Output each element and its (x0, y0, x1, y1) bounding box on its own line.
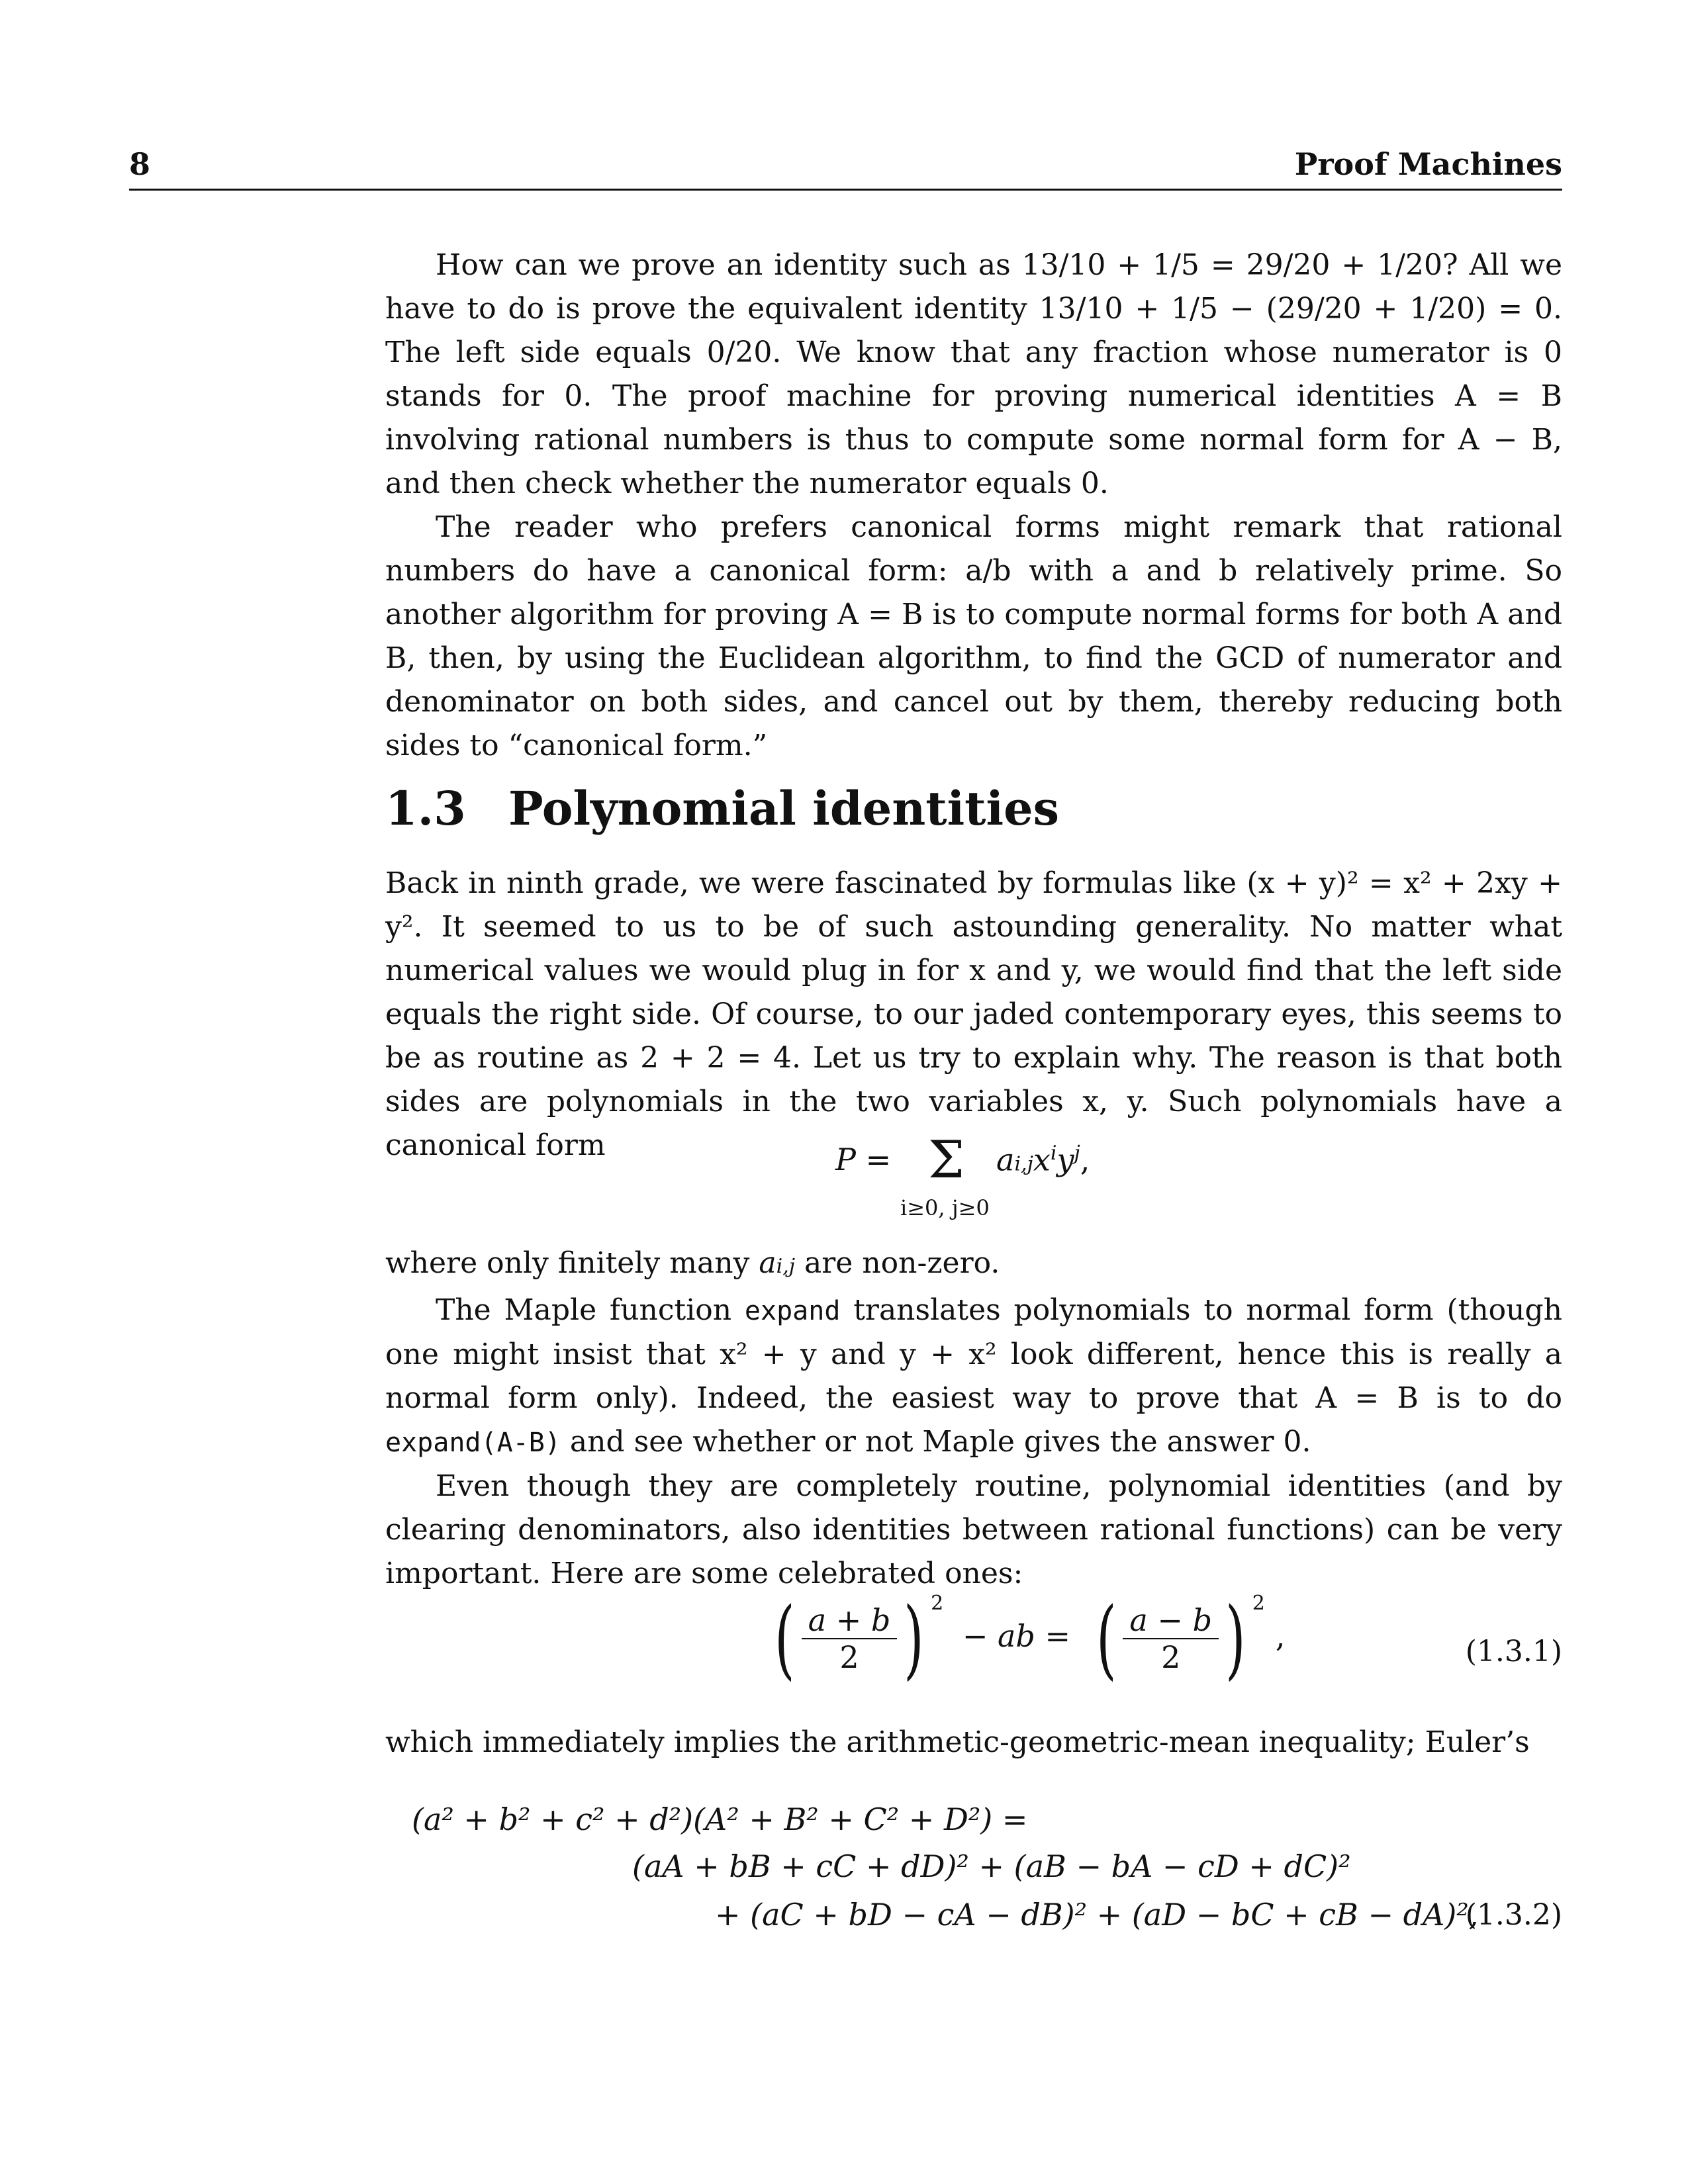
eq-comma: , (1275, 1618, 1286, 1654)
variable-x: x (1033, 1142, 1051, 1178)
numerator-a-minus-b: a − b (1123, 1602, 1219, 1639)
paren-right-1: ) (904, 1588, 924, 1689)
paragraph-ninth-grade: Back in ninth grade, we were fascinated by formulas like (x + y)² = x² + 2xy + y². It seemed to us to be of such astounding generality. No matter what numerical values we would plug in for x and y, we would find that the left side equals the right side. Of course, to our jaded contemporary eyes, this seems to be as routine as 2 + 2 = 4. Let us try to explain why. The reason is that both sides are polynomials in the two variables x, y. Such polynomials have a canonical form (385, 866, 1562, 1162)
finitely-lead: where only finitely many (385, 1246, 759, 1280)
paren-left-1: ( (774, 1588, 795, 1689)
body-text-section (385, 862, 1562, 1167)
maple-text-2: translates polynomials to normal form (though one might insist that x² + y and y + x² look different, hence this is really a normal form only). Indeed, the easiest way to prove that A = B is to do (385, 1293, 1562, 1415)
equation-1-3-2-line-2: (aA + bB + cC + dD)² + (aB − bA − cD + dC)² (632, 1848, 1351, 1884)
variable-y: y (1056, 1142, 1074, 1178)
sum-comma: , (1080, 1142, 1090, 1178)
equation-1-3-1 (768, 1588, 1285, 1689)
equation-1-3-2-line-1: (a² + b² + c² + d²)(A² + B² + C² + D²) = (412, 1801, 1028, 1837)
body-text-top (385, 244, 1562, 768)
body-text-after-sum (385, 1242, 1562, 1596)
exponent-i: i (1050, 1142, 1057, 1165)
code-expand: expand (744, 1296, 841, 1326)
paragraph-maple (385, 1289, 1562, 1465)
fraction-a-plus-b (802, 1602, 898, 1675)
body-text-amgm (385, 1721, 1562, 1764)
finitely-sub: i,j (776, 1255, 796, 1278)
square-left: 2 (931, 1591, 944, 1615)
running-title: Proof Machines (1294, 146, 1562, 182)
paragraph-proof-rational: How can we prove an identity such as 13/10 + 1/5 = 29/20 + 1/20? All we have to do is prove the equivalent identity 13/10 + 1/5 − (29/20 + 1/20) = 0. The left side equals 0/20. We know that any fraction whose numerator is 0 stands for 0. The proof machine for proving numerical identities A = B involving rational numbers is thus to compute some normal form for A − B, and then check whether the numerator equals 0. (385, 248, 1562, 500)
sum-index-range: i≥0, j≥0 (900, 1195, 990, 1220)
paragraph-canonical-forms: The reader who prefers canonical forms might remark that rational numbers do have a canonical form: a/b with a and b relatively prime. So another algorithm for proving A = B is to compute normal forms for both A and B, then, by using the Euclidean algorithm, to find the GCD of numerator and denominator on both sides, and cancel out by them, thereby reducing both sides to “canonical form.” (385, 510, 1562, 762)
display-sum-equation (835, 1142, 891, 1177)
paren-right-2: ) (1225, 1588, 1246, 1689)
equation-1-3-2-line-3: + (aC + bD − cA − dB)² + (aD − bC + cB − dA)², (715, 1897, 1479, 1933)
finitely-a: a (759, 1246, 776, 1280)
page-number: 8 (129, 146, 151, 182)
section-number: 1.3 (385, 781, 466, 836)
minus-ab-equals: − ab = (962, 1618, 1071, 1654)
maple-text-1: The Maple function (436, 1293, 745, 1327)
denominator-2-right: 2 (1161, 1639, 1181, 1675)
numerator-a-plus-b: a + b (802, 1602, 898, 1639)
paren-left-2: ( (1096, 1588, 1117, 1689)
section-heading (385, 781, 1059, 836)
fraction-a-minus-b (1123, 1602, 1219, 1675)
finitely-tail: are non-zero. (795, 1246, 1000, 1280)
section-title: Polynomial identities (508, 781, 1060, 836)
coefficient-subscript: i,j (1014, 1152, 1033, 1176)
sum-lhs: P = (835, 1142, 892, 1177)
paragraph-finitely-many (385, 1242, 1562, 1289)
square-right: 2 (1252, 1591, 1265, 1615)
paragraph-celebrated: Even though they are completely routine, polynomial identities (and by clearing denominators, also identities between rational functions) can be very important. Here are some celebrated ones: (385, 1469, 1562, 1590)
sum-summand (996, 1142, 1090, 1177)
equation-label-1-3-1: (1.3.1) (1465, 1635, 1562, 1668)
running-header (129, 142, 1562, 191)
summation-symbol: Σ (928, 1130, 965, 1190)
exponent-j: j (1074, 1142, 1080, 1165)
maple-text-3: and see whether or not Maple gives the answer 0. (560, 1425, 1311, 1459)
denominator-2-left: 2 (839, 1639, 859, 1675)
coefficient-a: a (996, 1142, 1015, 1178)
equation-label-1-3-2: (1.3.2) (1465, 1898, 1562, 1932)
code-expand-a-b: expand(A-B) (385, 1428, 561, 1458)
paragraph-amgm: which immediately implies the arithmetic-geometric-mean inequality; Euler’s (385, 1725, 1530, 1759)
